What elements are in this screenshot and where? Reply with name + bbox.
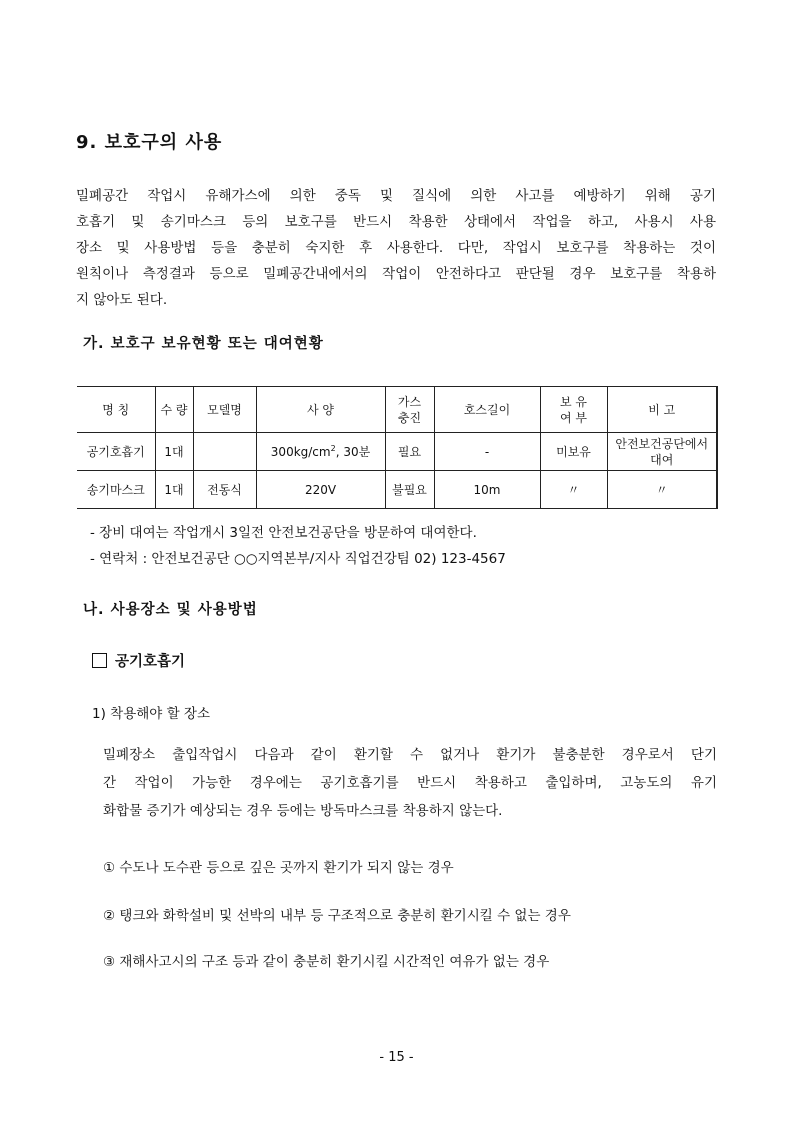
cell-note bbox=[607, 433, 717, 471]
note-line1: 안전보건공단에서 bbox=[615, 436, 709, 451]
cell-spec bbox=[256, 433, 385, 471]
box-heading-label: 공기호흡기 bbox=[115, 654, 186, 670]
header-qty: 수 량 bbox=[155, 387, 193, 433]
checkbox-square-icon bbox=[92, 653, 107, 668]
body-line: 간 작업이 가능한 경우에는 공기호흡기를 반드시 착용하고 출입하며, 고농도의 유기 bbox=[103, 775, 717, 791]
cell-hose: - bbox=[434, 433, 540, 471]
contact-note: - 연락처 : 안전보건공단 ○○지역본부/지사 직업건강팀 02) 123-4567 bbox=[90, 551, 506, 567]
cell-hose: 10m bbox=[434, 471, 540, 509]
header-own bbox=[540, 387, 607, 433]
cell-qty: 1대 bbox=[155, 471, 193, 509]
header-own-line2: 여 부 bbox=[560, 410, 587, 425]
header-hose: 호스길이 bbox=[434, 387, 540, 433]
sub-heading: 1) 착용해야 할 장소 bbox=[92, 706, 211, 722]
cell-model: 전동식 bbox=[193, 471, 256, 509]
cell-spec: 220V bbox=[256, 471, 385, 509]
subsection-title-a: 가. 보호구 보유현황 또는 대여현황 bbox=[83, 336, 324, 352]
cell-gas: 필요 bbox=[385, 433, 434, 471]
intro-line: 지 않아도 된다. bbox=[76, 292, 168, 308]
page-number: - 15 - bbox=[379, 1050, 414, 1065]
rental-note: - 장비 대여는 작업개시 3일전 안전보건공단을 방문하여 대여한다. bbox=[90, 525, 477, 541]
spec-duration: , 30분 bbox=[335, 444, 371, 459]
header-gas bbox=[385, 387, 434, 433]
body-paragraph bbox=[103, 741, 717, 825]
header-model: 모델명 bbox=[193, 387, 256, 433]
intro-paragraph bbox=[76, 183, 716, 313]
header-gas-line1: 가스 bbox=[397, 394, 422, 409]
box-heading bbox=[92, 650, 185, 671]
list-item: ② 탱크와 화학설비 및 선박의 내부 등 구조적으로 충분히 환기시킬 수 없는 경우 bbox=[103, 908, 571, 924]
section-title: 9. 보호구의 사용 bbox=[76, 132, 223, 153]
spec-value: 300kg/cm bbox=[270, 444, 331, 459]
header-gas-line2: 충진 bbox=[397, 410, 422, 425]
cell-name: 송기마스크 bbox=[77, 471, 155, 509]
body-line: 화합물 증기가 예상되는 경우 등에는 방독마스크를 착용하지 않는다. bbox=[103, 803, 503, 819]
header-name: 명 칭 bbox=[77, 387, 155, 433]
list-item: ③ 재해사고시의 구조 등과 같이 충분히 환기시킬 시간적인 여유가 없는 경우 bbox=[103, 954, 550, 970]
list-item: ① 수도나 도수관 등으로 깊은 곳까지 환기가 되지 않는 경우 bbox=[103, 860, 454, 876]
cell-model bbox=[193, 433, 256, 471]
intro-line: 원칙이나 측정결과 등으로 밀폐공간내에서의 작업이 안전하다고 판단될 경우 보호구를 착용하 bbox=[76, 266, 716, 282]
cell-name: 공기호흡기 bbox=[77, 433, 155, 471]
cell-gas: 불필요 bbox=[385, 471, 434, 509]
intro-line: 밀폐공간 작업시 유해가스에 의한 중독 및 질식에 의한 사고를 예방하기 위해 공기 bbox=[76, 188, 716, 204]
cell-qty: 1대 bbox=[155, 433, 193, 471]
body-line: 밀폐장소 출입작업시 다음과 같이 환기할 수 없거나 환기가 불충분한 경우로서 단기 bbox=[103, 747, 717, 763]
spec-superscript: 2 bbox=[330, 443, 336, 453]
table-row bbox=[77, 433, 717, 471]
table-header-row bbox=[77, 387, 717, 433]
header-note: 비 고 bbox=[607, 387, 717, 433]
table-row bbox=[77, 471, 717, 509]
header-own-line1: 보 유 bbox=[560, 394, 587, 409]
header-spec: 사 양 bbox=[256, 387, 385, 433]
subsection-title-b: 나. 사용장소 및 사용방법 bbox=[83, 602, 258, 618]
intro-line: 호흡기 및 송기마스크 등의 보호구를 반드시 착용한 상태에서 작업을 하고, 사용시 사용 bbox=[76, 214, 716, 230]
note-line2: 대여 bbox=[650, 452, 674, 467]
cell-note: 〃 bbox=[607, 471, 717, 509]
intro-line: 장소 및 사용방법 등을 충분히 숙지한 후 사용한다. 다만, 작업시 보호구를 착용하는 것이 bbox=[76, 240, 716, 256]
equipment-table bbox=[77, 386, 718, 509]
cell-own: 미보유 bbox=[540, 433, 607, 471]
cell-own: 〃 bbox=[540, 471, 607, 509]
